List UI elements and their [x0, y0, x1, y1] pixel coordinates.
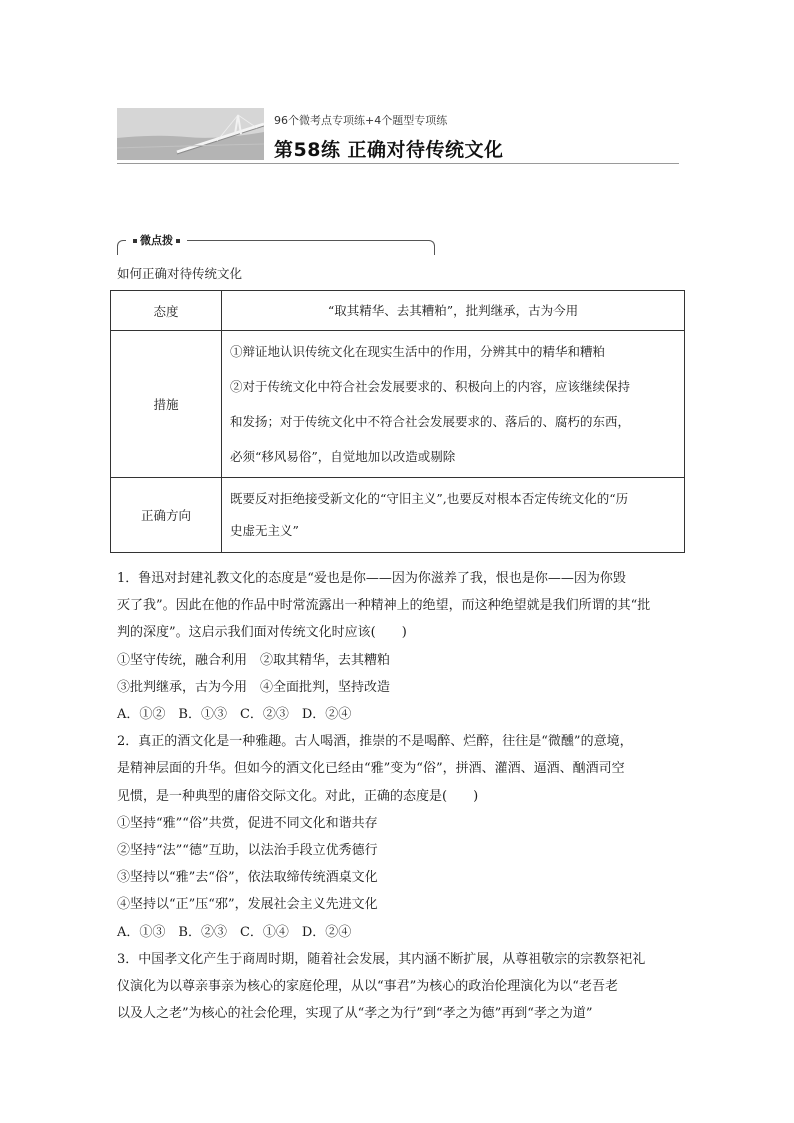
table-row-label: 态度 [111, 291, 222, 331]
table-row-content [222, 291, 685, 331]
header-subtitle: 96个微考点专项练+4个题型专项练 [274, 114, 448, 127]
question-line: 以及人之老”为核心的社会伦理，实现了从“孝之为行”到“孝之为德”再到“孝之为道” [117, 1006, 593, 1022]
question-line: 2．真正的酒文化是一种雅趣。古人喝酒，推崇的不是喝醉、烂醉，往往是“微醺”的意境， [117, 734, 633, 750]
question-line: 仪演化为以尊亲事亲为核心的家庭伦理，从以“事君”为核心的政治伦理演化为以“老吾老 [117, 979, 618, 995]
header-divider [117, 163, 679, 164]
table-row-label: 措施 [111, 331, 222, 478]
question-line: ①坚守传统，融合利用 ②取其精华，去其糟粕 [117, 652, 391, 668]
questions-section [117, 565, 683, 1027]
question-line: ③批判继承，古为今用 ④全面批判，坚持改造 [117, 679, 391, 695]
page-title: 第58练 正确对待传统文化 [274, 139, 504, 161]
question-line: 3．中国孝文化产生于商周时期，随着社会发展，其内涵不断扩展，从尊祖敬宗的宗教祭祀礼 [117, 951, 646, 967]
tip-label-text: 微点拨 [140, 234, 173, 247]
table-line: 既要反对拒绝接受新文化的“守旧主义”,也要反对根本否定传统文化的“历 [230, 491, 629, 506]
header-banner-image [117, 108, 264, 160]
table-row-content [222, 331, 685, 478]
answer-options: A．①② B．①③ C．②③ D．②④ [117, 707, 352, 723]
question-line: 见惯，是一种典型的庸俗交际文化。对此，正确的态度是( ) [117, 788, 479, 804]
table-row [111, 331, 685, 478]
table-row [111, 291, 685, 331]
table-row [111, 478, 685, 553]
question-line: ②坚持“法”“德”互助，以法治手段立优秀德行 [117, 843, 378, 859]
question-line: 判的深度”。这启示我们面对传统文化时应该( ) [117, 625, 407, 641]
question-line: ④坚持以“正”压“邪”，发展社会主义先进文化 [117, 897, 378, 913]
question-line: ①坚持“雅”“俗”共赏，促进不同文化和谐共存 [117, 815, 378, 831]
question-line: 灭了我”。因此在他的作品中时常流露出一种精神上的绝望，而这种绝望就是我们所谓的其“批 [117, 598, 651, 614]
bridge-photo-icon [117, 108, 264, 160]
table-line: “取其精华、去其糟粕”，批判继承，古为今用 [327, 303, 579, 318]
tip-heading: 如何正确对待传统文化 [117, 266, 243, 281]
table-line: ①辩证地认识传统文化在现实生活中的作用，分辨其中的精华和糟粕 [230, 344, 606, 359]
question-line: 是精神层面的升华。但如今的酒文化已经由“雅”变为“俗”，拼酒、灌酒、逼酒、酗酒司空 [117, 761, 625, 777]
table-line: 和发扬；对于传统文化中不符合社会发展要求的、落后的、腐朽的东西， [230, 414, 631, 429]
question-line: ③坚持以“雅”去“俗”，依法取缔传统酒桌文化 [117, 870, 378, 886]
table-line: ②对于传统文化中符合社会发展要求的、积极向上的内容，应该继续保持 [230, 379, 631, 394]
square-bullet-icon [133, 239, 137, 243]
table-line: 必须“移风易俗”，自觉地加以改造或剔除 [230, 449, 456, 464]
answer-options: A．①③ B．②③ C．①④ D．②④ [117, 924, 352, 940]
table-row-content [222, 478, 685, 553]
table-row-label: 正确方向 [111, 478, 222, 553]
square-bullet-icon [176, 239, 180, 243]
culture-table [110, 290, 685, 553]
question-line: 1．鲁迅对封建礼教文化的态度是“爱也是你——因为你滋养了我，恨也是你——因为你毁 [117, 571, 626, 586]
tip-label [126, 232, 187, 248]
table-line: 史虚无主义” [230, 523, 299, 538]
